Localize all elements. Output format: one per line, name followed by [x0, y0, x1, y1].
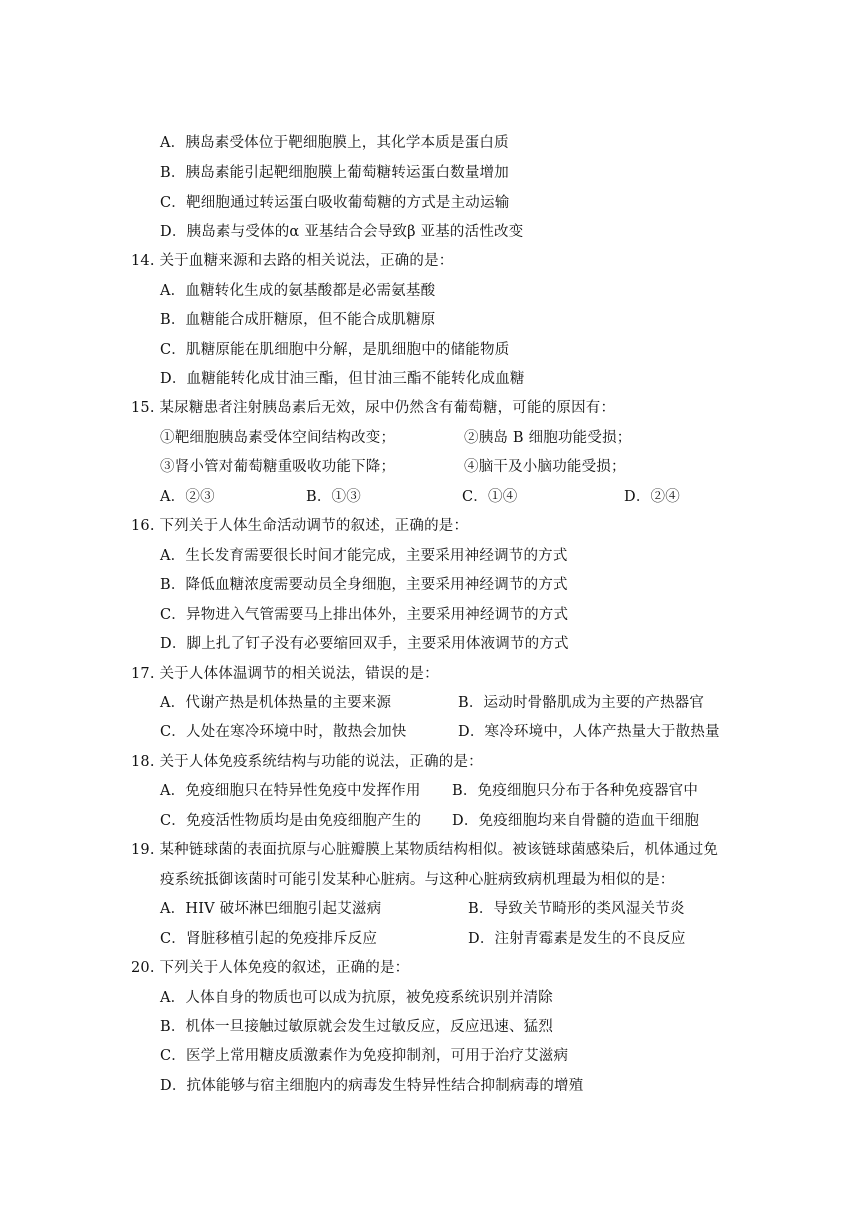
q17-option-d: D．寒冷环境中，人体产热量大于散热量: [458, 724, 720, 740]
q15-reason-3: ③肾小管对葡萄糖重吸收功能下降；: [160, 459, 396, 475]
q19-option-a: A．HIV 破坏淋巴细胞引起艾滋病: [160, 901, 382, 917]
q16-option-b: B．降低血糖浓度需要动员全身细胞，主要采用神经调节的方式: [160, 577, 568, 593]
q14-option-b: B．血糖能合成肝糖原，但不能合成肌糖原: [160, 312, 436, 328]
q14-option-a: A．血糖转化生成的氨基酸都是必需氨基酸: [160, 283, 436, 299]
q14-option-c: C．肌糖原能在肌细胞中分解，是肌细胞中的储能物质: [160, 342, 510, 358]
q13-option-b: B．胰岛素能引起靶细胞膜上葡萄糖转运蛋白数量增加: [160, 165, 509, 181]
q15-option-a: A．②③: [160, 489, 215, 505]
q15-stem: 15. 某尿糖患者注射胰岛素后无效，尿中仍然含有葡萄糖，可能的原因有：: [131, 400, 616, 416]
q16-stem: 16. 下列关于人体生命活动调节的叙述，正确的是：: [131, 518, 469, 534]
q20-option-d: D．抗体能够与宿主细胞内的病毒发生特异性结合抑制病毒的增殖: [160, 1078, 584, 1094]
q18-option-c: C．免疫活性物质均是由免疫细胞产生的: [160, 813, 422, 829]
q13-option-d: D．胰岛素与受体的α 亚基结合会导致β 亚基的活性改变: [160, 224, 524, 240]
q14-option-d: D．血糖能转化成甘油三酯，但甘油三酯不能转化成血糖: [160, 371, 525, 387]
q15-reason-4: ④脑干及小脑功能受损；: [464, 459, 626, 475]
q16-option-c: C．异物进入气管需要马上排出体外，主要采用神经调节的方式: [160, 607, 569, 623]
q19-stem-line-1: 19. 某种链球菌的表面抗原与心脏瓣膜上某物质结构相似。被该链球菌感染后，机体通过免: [131, 842, 719, 858]
q15-reason-2: ②胰岛 B 细胞功能受损；: [464, 430, 632, 446]
q20-stem: 20. 下列关于人体免疫的叙述，正确的是：: [131, 960, 410, 976]
q19-stem-line-2: 疫系统抵御该菌时可能引发某种心脏病。与这种心脏病致病机理最为相似的是：: [160, 872, 675, 888]
q16-option-d: D．脚上扎了钉子没有必要缩回双手，主要采用体液调节的方式: [160, 636, 569, 652]
q20-option-c: C．医学上常用糖皮质激素作为免疫抑制剂，可用于治疗艾滋病: [160, 1048, 569, 1064]
q15-option-b: B．①③: [306, 489, 361, 505]
q18-option-d: D．免疫细胞均来自骨髓的造血干细胞: [452, 813, 700, 829]
q19-option-d: D．注射青霉素是发生的不良反应: [468, 931, 686, 947]
q13-option-c: C．靶细胞通过转运蛋白吸收葡萄糖的方式是主动运输: [160, 195, 510, 211]
q19-option-c: C．肾脏移植引起的免疫排斥反应: [160, 931, 378, 947]
q15-reason-1: ①靶细胞胰岛素受体空间结构改变；: [160, 430, 396, 446]
q17-option-a: A．代谢产热是机体热量的主要来源: [160, 695, 392, 711]
q17-stem: 17. 关于人体体温调节的相关说法，错误的是：: [131, 666, 439, 682]
q20-option-a: A．人体自身的物质也可以成为抗原，被免疫系统识别并清除: [160, 990, 553, 1006]
q13-option-a: A．胰岛素受体位于靶细胞膜上，其化学本质是蛋白质: [160, 135, 509, 151]
q19-option-b: B．导致关节畸形的类风湿关节炎: [468, 901, 685, 917]
q18-stem: 18. 关于人体免疫系统结构与功能的说法，正确的是：: [131, 754, 483, 770]
q18-option-a: A．免疫细胞只在特异性免疫中发挥作用: [160, 783, 421, 799]
q18-option-b: B．免疫细胞只分布于各种免疫器官中: [452, 783, 699, 799]
q15-option-d: D．②④: [624, 489, 680, 505]
q15-option-c: C．①④: [462, 489, 518, 505]
q20-option-b: B．机体一旦接触过敏原就会发生过敏反应，反应迅速、猛烈: [160, 1019, 554, 1035]
q16-option-a: A．生长发育需要很长时间才能完成，主要采用神经调节的方式: [160, 548, 568, 564]
q17-option-b: B．运动时骨骼肌成为主要的产热器官: [458, 695, 705, 711]
q14-stem: 14. 关于血糖来源和去路的相关说法，正确的是：: [131, 253, 454, 269]
q17-option-c: C．人处在寒冷环境中时，散热会加快: [160, 724, 407, 740]
